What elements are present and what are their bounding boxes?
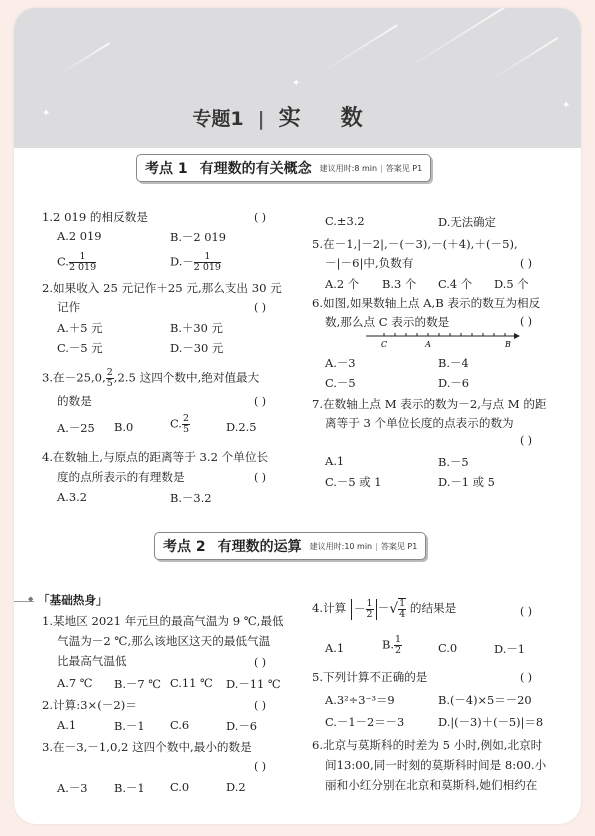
question-1-line2: 气温为－2 ℃,那么该地区这天的最低气温	[57, 634, 271, 648]
suggest-time: 建议用时:10 min	[309, 541, 373, 551]
page	[14, 8, 581, 824]
option-b: B.－5	[438, 455, 469, 469]
page-title	[14, 101, 581, 132]
option-b: B. $\frac{1}{2}$	[382, 634, 402, 656]
option-c: C.－1－2＝－3	[325, 715, 405, 729]
option-d: D.5 个	[494, 277, 529, 291]
fraction: $\frac{1}{2 019}$	[193, 251, 221, 273]
answer-paren: ( )	[254, 395, 267, 408]
option-c: C.11 ℃	[170, 676, 213, 690]
option-c: C.－5 或 1	[325, 475, 382, 489]
fraction: $\frac{2}{5}$	[106, 367, 113, 389]
arrow-icon	[514, 333, 520, 339]
option-b: B.0	[114, 420, 134, 434]
option-a: A.3²÷3⁻³＝9	[325, 693, 395, 707]
option-a: A.1	[325, 454, 345, 468]
light-streak	[58, 42, 110, 75]
question-6-line3: 丽和小红分别在北京和莫斯科,她们相约在	[325, 778, 538, 792]
option-d: D.无法确定	[438, 215, 496, 229]
section-heading: 「基础热身」	[38, 593, 108, 607]
question-7-line2: 离等于 3 个单位长度的点表示的数为	[325, 416, 514, 430]
point-c-label: C	[380, 340, 388, 349]
option-b: B.(－4)×5＝－20	[438, 693, 532, 707]
light-streak	[403, 8, 506, 72]
option-b: B.3 个	[382, 277, 417, 291]
fraction: $\frac{2}{5}$	[182, 413, 189, 435]
option-d: D.－6	[226, 719, 257, 733]
kaodian-label: 考点 1	[145, 161, 188, 177]
option-a: A.7 ℃	[57, 676, 93, 690]
question-3-line2: 的数是	[57, 394, 92, 408]
answer-ref: 答案见 P1	[380, 541, 418, 551]
option-a: A.－25	[57, 421, 95, 435]
question-1-line1: 1.某地区 2021 年元旦的最高气温为 9 ℃,最低	[42, 614, 284, 628]
topic-title: 实数	[278, 106, 403, 131]
number-line-figure	[364, 326, 524, 350]
option-a: A.1	[325, 641, 345, 655]
question-6-line2: 数,那么点 C 表示的数是	[325, 315, 450, 329]
option-c: C.0	[170, 780, 190, 794]
fraction: $\frac{1}{2 019}$	[68, 251, 97, 273]
question-5-stem: 5.下列计算不正确的是	[312, 670, 428, 684]
option-b: B.－3.2	[170, 491, 212, 505]
question-3-line1: 3.在－25,0, $\frac{2}{5}$ ,2.5 这四个数中,绝对值最大	[42, 367, 260, 389]
kaodian-title: 有理数的运算	[217, 539, 302, 555]
answer-paren: ( )	[254, 211, 267, 224]
divider: |	[380, 163, 383, 173]
option-a: A.＋5 元	[57, 321, 103, 335]
question-6-line1: 6.北京与莫斯科的时差为 5 小时,例如,北京时	[312, 738, 543, 752]
answer-paren: ( )	[254, 760, 267, 773]
kaodian-1-box	[136, 154, 431, 182]
option-d: D.－6	[438, 376, 469, 390]
option-d: D.－ $\frac{1}{2 019}$	[170, 251, 221, 273]
sqrt-icon: √	[389, 600, 399, 617]
option-b: B.－1	[114, 781, 145, 795]
question-1-line3: 比最高气温低	[57, 654, 127, 668]
answer-paren: ( )	[520, 605, 533, 618]
fraction: $\frac{1}{2}$	[395, 634, 402, 656]
option-b: B.－2 019	[170, 230, 226, 244]
question-4-stem: 4.计算 － $\frac{1}{2}$ －√ $\frac{1}{4}$ 的结果是	[312, 597, 457, 620]
divider: |	[375, 541, 378, 551]
option-d: D.－11 ℃	[226, 677, 281, 691]
answer-paren: ( )	[520, 671, 533, 684]
kaodian-2-box	[154, 532, 426, 560]
option-d: D.－1 或 5	[438, 475, 495, 489]
option-c: C.±3.2	[325, 214, 365, 228]
question-6-line1: 6.如图,如果数轴上点 A,B 表示的数互为相反	[312, 296, 541, 310]
answer-ref: 答案见 P1	[385, 163, 423, 173]
option-d: D.|(－3)＋(－5)|＝8	[438, 715, 544, 729]
answer-paren: ( )	[520, 434, 533, 447]
answer-paren: ( )	[254, 656, 267, 669]
sparkle-icon: ✦	[292, 78, 301, 89]
question-3-stem: 3.在－3,－1,0,2 这四个数中,最小的数是	[42, 740, 252, 754]
diamond-icon: ◆	[28, 595, 34, 603]
answer-paren: ( )	[254, 699, 267, 712]
question-2-stem: 2.计算:3×(－2)＝	[42, 698, 137, 712]
title-separator: |	[257, 108, 265, 130]
option-c: C.4 个	[438, 277, 473, 291]
question-7-line1: 7.在数轴上点 M 表示的数为－2,与点 M 的距	[312, 397, 547, 411]
answer-paren: ( )	[520, 257, 533, 270]
option-d: D.－1	[494, 642, 525, 656]
option-a: A.1	[57, 718, 77, 732]
question-6-line2: 间13:00,同一时刻的莫斯科时间是 8:00.小	[325, 758, 547, 772]
answer-paren: ( )	[254, 301, 267, 314]
option-c: C.6	[170, 718, 190, 732]
option-c: C.－5 元	[57, 341, 103, 355]
answer-paren: ( )	[520, 315, 533, 328]
option-c: C. $\frac{1}{2 019}$	[57, 251, 97, 273]
answer-paren: ( )	[254, 471, 267, 484]
suggest-time: 建议用时:8 min	[319, 163, 378, 173]
option-a: A.2 019	[57, 229, 102, 243]
option-a: A.2 个	[325, 277, 360, 291]
option-d: D.－30 元	[170, 341, 224, 355]
absolute-value: － $\frac{1}{2}$	[351, 599, 377, 620]
option-b: B.－1	[114, 719, 145, 733]
header-banner	[14, 8, 581, 148]
option-a: A.3.2	[57, 490, 87, 504]
sparkle-icon: ✦	[562, 100, 571, 111]
question-2-line2: 记作	[57, 300, 81, 314]
option-d: D.2.5	[226, 420, 257, 434]
option-c: C.0	[438, 641, 458, 655]
option-a: A.－3	[325, 356, 356, 370]
option-c: C.－5	[325, 376, 356, 390]
question-4-line2: 度的点所表示的有理数是	[57, 470, 185, 484]
question-5-line1: 5.在－1,|－2|,－(－3),－(＋4),＋(－5),	[312, 237, 518, 251]
fraction: $\frac{1}{2}$	[366, 597, 373, 620]
light-streak	[320, 24, 397, 73]
option-b: B.－7 ℃	[114, 677, 161, 691]
question-4-line1: 4.在数轴上,与原点的距离等于 3.2 个单位长	[42, 450, 269, 464]
option-b: B.－4	[438, 356, 469, 370]
question-5-line2: －|－6|中,负数有	[325, 256, 414, 270]
kaodian-title: 有理数的有关概念	[199, 161, 312, 177]
question-2-line1: 2.如果收入 25 元记作＋25 元,那么支出 30 元	[42, 281, 282, 295]
option-a: A.－3	[57, 781, 88, 795]
option-c: C. $\frac{2}{5}$	[170, 413, 189, 435]
question-1-stem: 1.2 019 的相反数是	[42, 210, 148, 224]
sparkle-icon: ✦	[42, 108, 51, 119]
light-streak	[490, 37, 559, 81]
point-b-label: B	[505, 340, 511, 349]
option-b: B.＋30 元	[170, 321, 223, 335]
kaodian-label: 考点 2	[163, 539, 206, 555]
point-a-label: A	[425, 340, 431, 349]
option-d: D.2	[226, 780, 246, 794]
fraction: $\frac{1}{4}$	[399, 598, 406, 620]
topic-prefix: 专题1	[192, 108, 244, 130]
